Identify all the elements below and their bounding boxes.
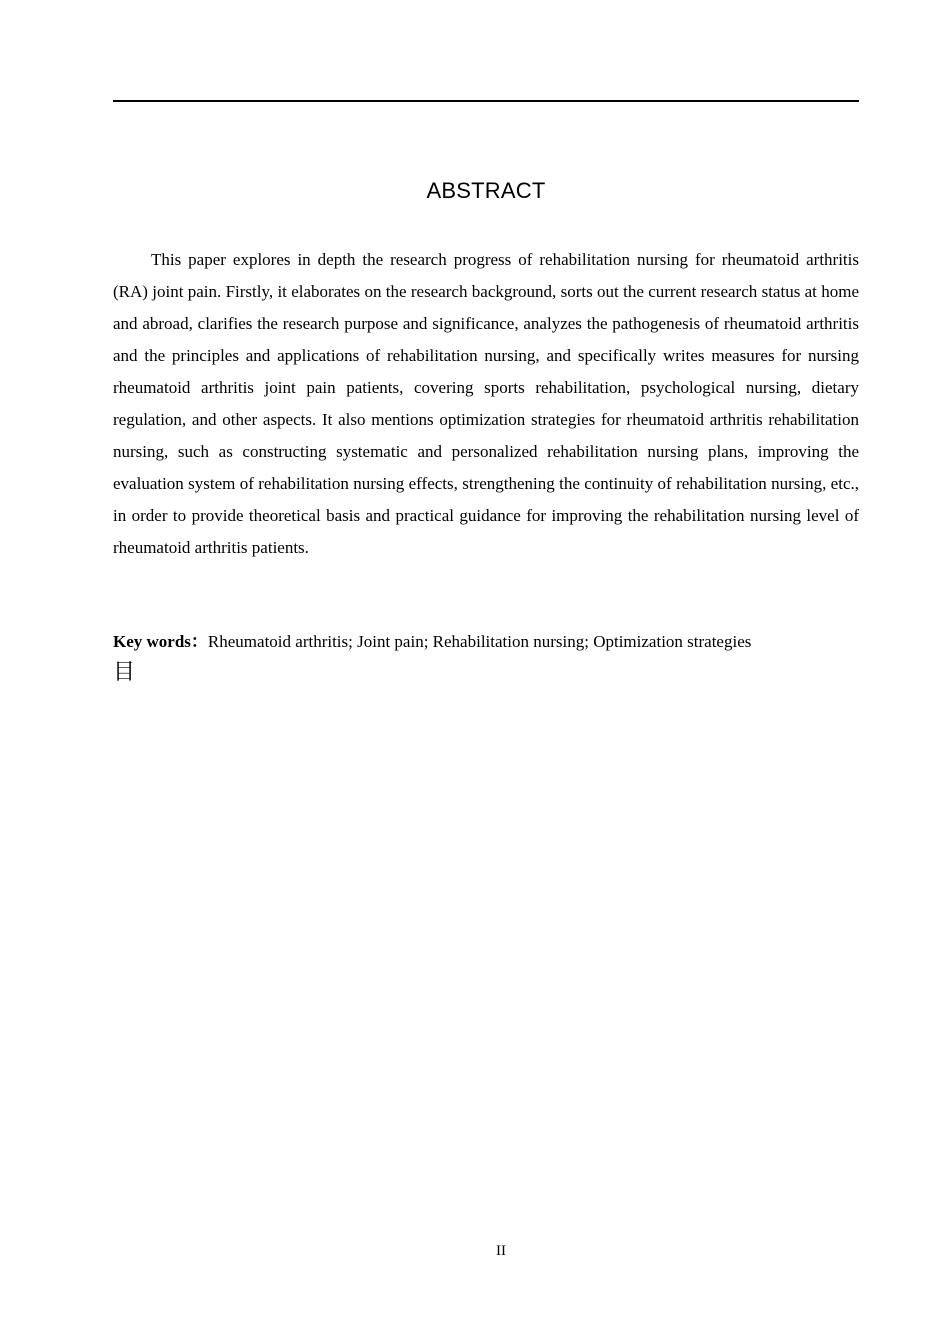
keywords-text: Rheumatoid arthritis; Joint pain; Rehabilitation nursing; Optimization strategies (207, 632, 752, 651)
header-rule (113, 100, 859, 102)
keywords-line (113, 628, 873, 656)
toc-heading: 目 (113, 660, 136, 685)
page-number: II (496, 1243, 506, 1259)
abstract-body: This paper explores in depth the research progress of rehabilitation nursing for rheumatoid arthritis (RA) joint pain. Firstly, it elaborates on the research background, sorts out the current research status at home and abroad, clarifies the research purpose and significance, analyzes the pathogenesis of rheumatoid arthritis and the principles and applications of rehabilitation nursing, and specifically writes measures for nursing rheumatoid arthritis joint pain patients, covering sports rehabilitation, psychological nursing, dietary regulation, and other aspects. It also mentions optimization strategies for rheumatoid arthritis rehabilitation nursing, such as constructing systematic and personalized rehabilitation nursing plans, improving the evaluation system of rehabilitation nursing effects, strengthening the continuity of rehabilitation nursing, etc., in order to provide theoretical basis and practical guidance for improving the rehabilitation nursing level of rheumatoid arthritis patients. (113, 250, 859, 557)
abstract-title: ABSTRACT (426, 178, 546, 203)
keywords-label: Key words： (113, 632, 208, 651)
